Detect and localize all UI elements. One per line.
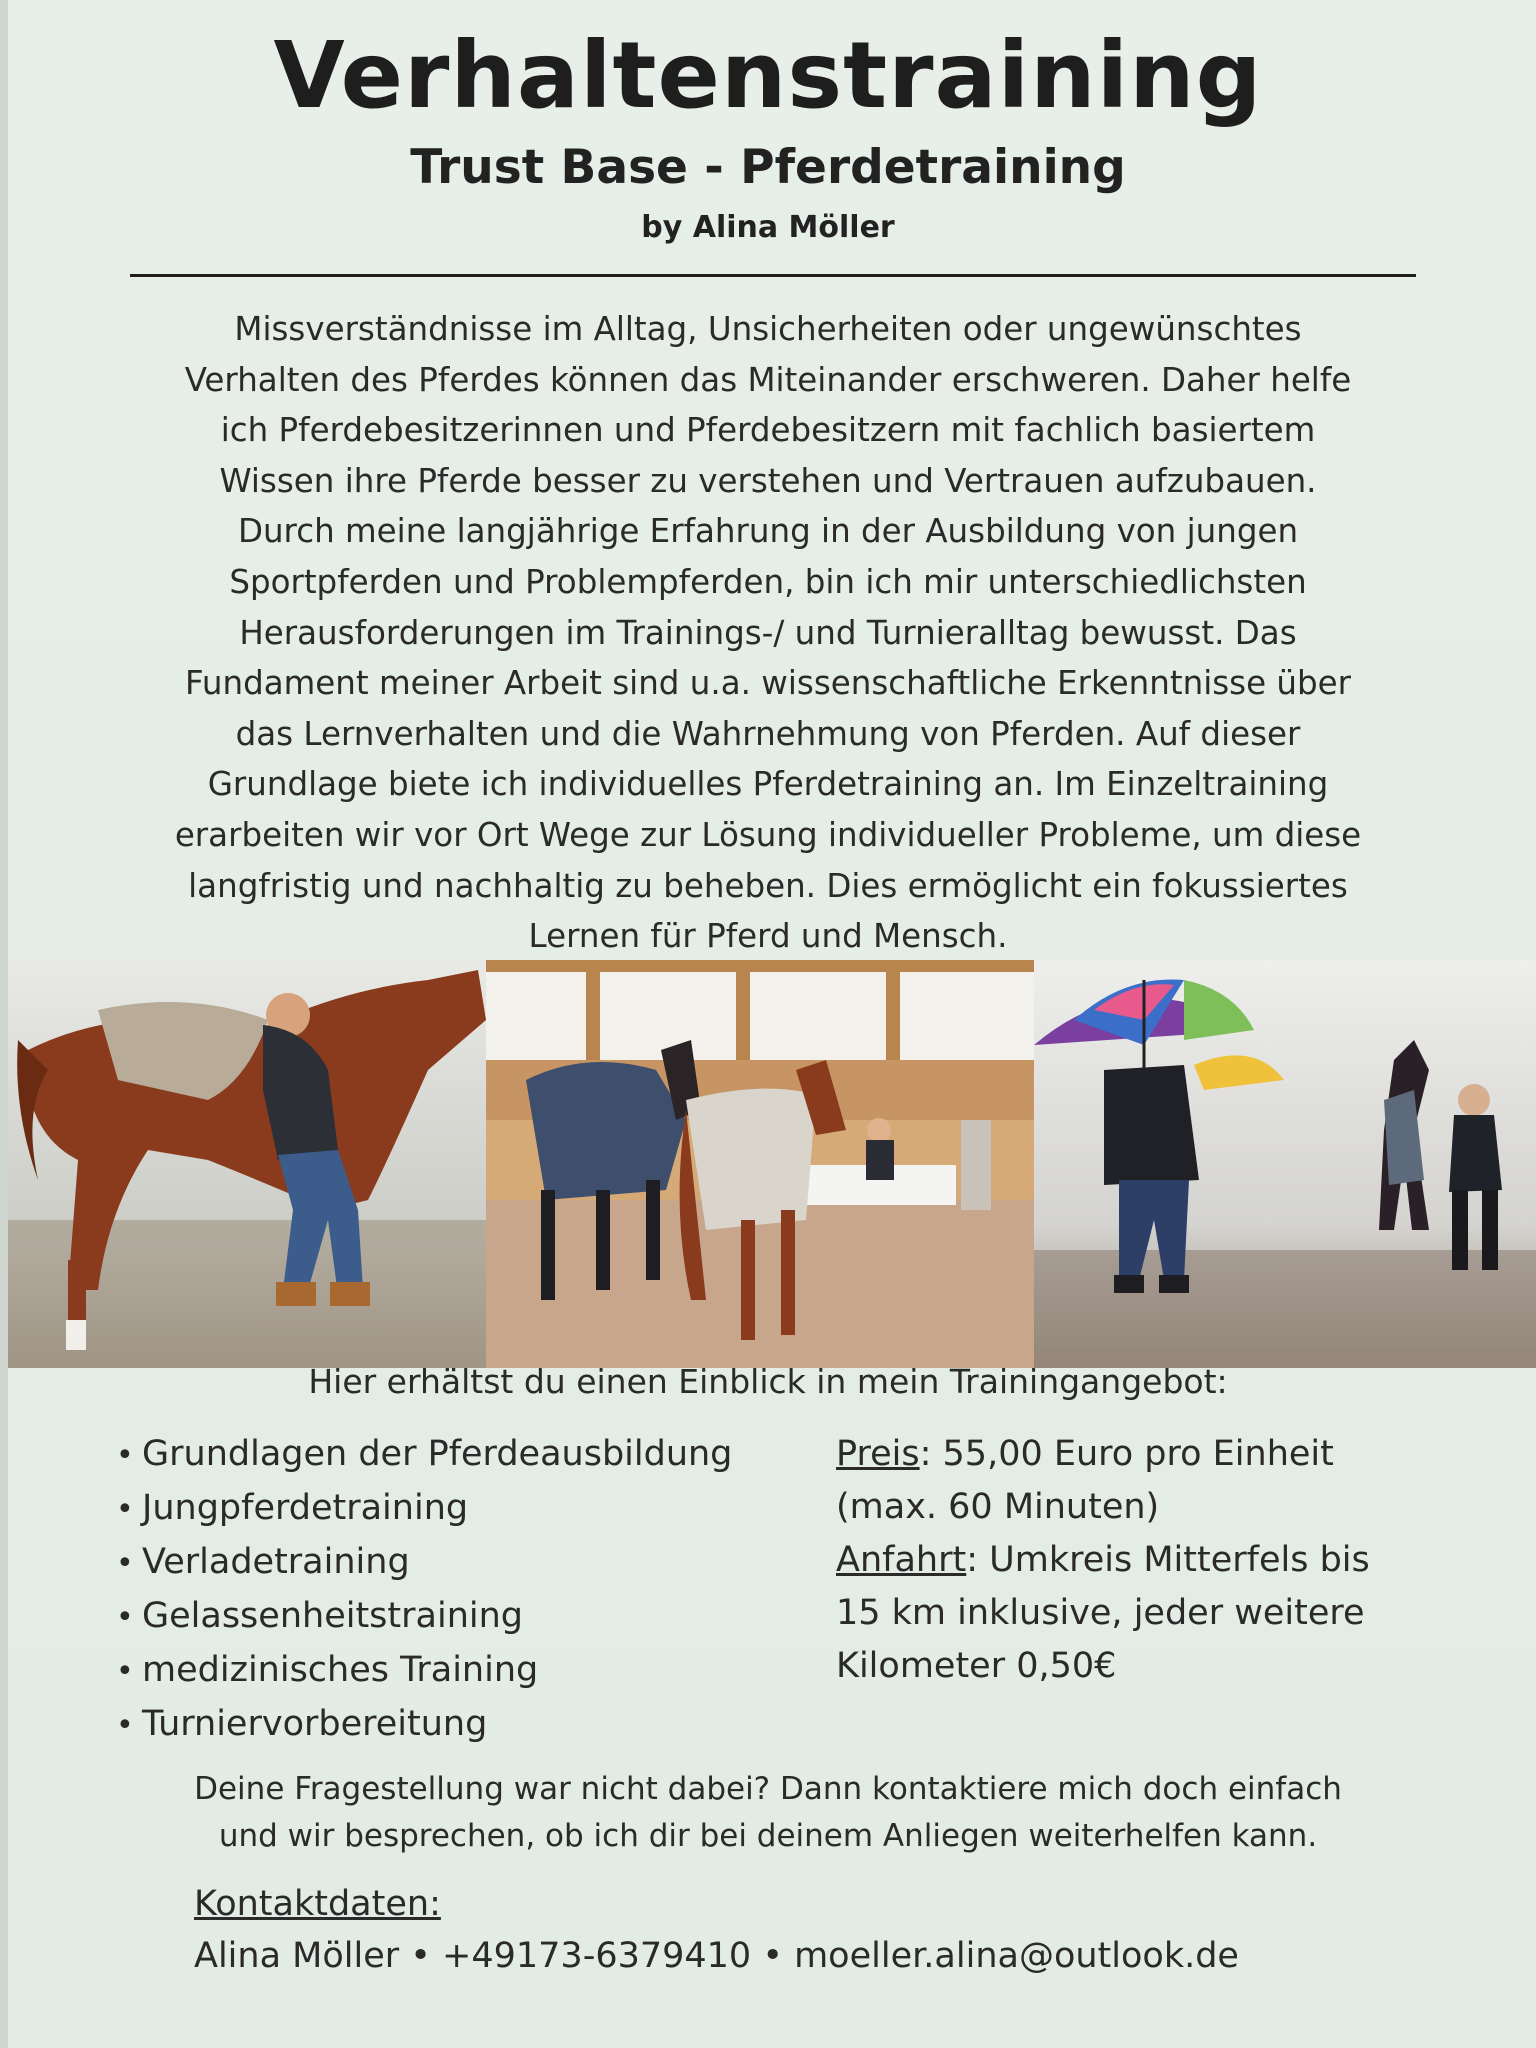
question-line: Deine Fragestellung war nicht dabei? Dann kontaktiere mich doch einfach <box>194 1771 1342 1807</box>
intro-line: Verhalten des Pferdes können das Miteinander erschweren. Daher helfe <box>184 360 1352 399</box>
intro-line: Wissen ihre Pferde besser zu verstehen und Vertrauen aufzubauen. <box>219 461 1317 500</box>
intro-line: erarbeiten wir vor Ort Wege zur Lösung individueller Probleme, um diese <box>174 815 1362 854</box>
price-text: : 55,00 Euro pro Einheit <box>919 1434 1334 1474</box>
offer-intro: Hier erhältst du einen Einblick in mein Trainingangebot: <box>308 1362 1228 1401</box>
intro-line: Durch meine langjährige Erfahrung in der Ausbildung von jungen <box>237 512 1299 551</box>
flyer-byline: by Alina Möller <box>641 210 895 245</box>
intro-line: Grundlage biete ich individuelles Pferdetraining an. Im Einzeltraining <box>207 765 1329 804</box>
photo-strip <box>8 960 1536 1368</box>
intro-line: das Lernverhalten und die Wahrnehmung von Pferden. Auf dieser <box>235 714 1301 753</box>
travel-text: : Umkreis Mitterfels bis <box>966 1540 1370 1580</box>
photo-riding-hall <box>486 960 1034 1368</box>
contact-heading: Kontaktdaten: <box>194 1884 441 1924</box>
price-label: Preis <box>836 1434 920 1474</box>
question-paragraph <box>90 1766 1446 1860</box>
offer-list <box>116 1428 732 1752</box>
contact-details: Alina Möller • +49173-6379410 • moeller.alina@outlook.de <box>194 1936 1239 1976</box>
header-divider <box>130 274 1416 277</box>
flyer-title: Verhaltenstraining <box>273 22 1263 129</box>
offer-item: • Grundlagen der Pferdeausbildung <box>116 1428 732 1482</box>
intro-line: Lernen für Pferd und Mensch. <box>528 917 1008 956</box>
photo-horse-massage <box>8 960 486 1368</box>
travel-text-3: Kilometer 0,50€ <box>836 1646 1117 1686</box>
offer-item: • medizinisches Training <box>116 1644 732 1698</box>
intro-line: Fundament meiner Arbeit sind u.a. wissenschaftliche Erkenntnisse über <box>184 664 1352 703</box>
flyer-subtitle: Trust Base - Pferdetraining <box>410 140 1126 195</box>
intro-line: ich Pferdebesitzerinnen und Pferdebesitzern mit fachlich basiertem <box>220 411 1316 450</box>
price-note: (max. 60 Minuten) <box>836 1487 1160 1527</box>
intro-paragraph <box>90 304 1446 962</box>
offer-item: • Gelassenheitstraining <box>116 1590 732 1644</box>
intro-line: langfristig und nachhaltig zu beheben. Dies ermöglicht ein fokussiertes <box>188 866 1348 905</box>
price-line <box>836 1428 1456 1481</box>
offer-item: • Turniervorbereitung <box>116 1698 732 1752</box>
question-line: und wir besprechen, ob ich dir bei deinem Anliegen weiterhelfen kann. <box>218 1818 1318 1854</box>
intro-line: Herausforderungen im Trainings-/ und Turnieralltag bewusst. Das <box>239 613 1297 652</box>
offer-item: • Jungpferdetraining <box>116 1482 732 1536</box>
pricing-info <box>836 1428 1456 1693</box>
travel-line <box>836 1534 1456 1587</box>
intro-line: Missverständnisse im Alltag, Unsicherheiten oder ungewünschtes <box>234 310 1302 348</box>
photo-umbrella-fog <box>1034 960 1536 1368</box>
travel-label: Anfahrt <box>836 1540 967 1580</box>
offer-item: • Verladetraining <box>116 1536 732 1590</box>
travel-text-2: 15 km inklusive, jeder weitere <box>836 1593 1365 1633</box>
intro-line: Sportpferden und Problempferden, bin ich mir unterschiedlichsten <box>229 562 1307 601</box>
